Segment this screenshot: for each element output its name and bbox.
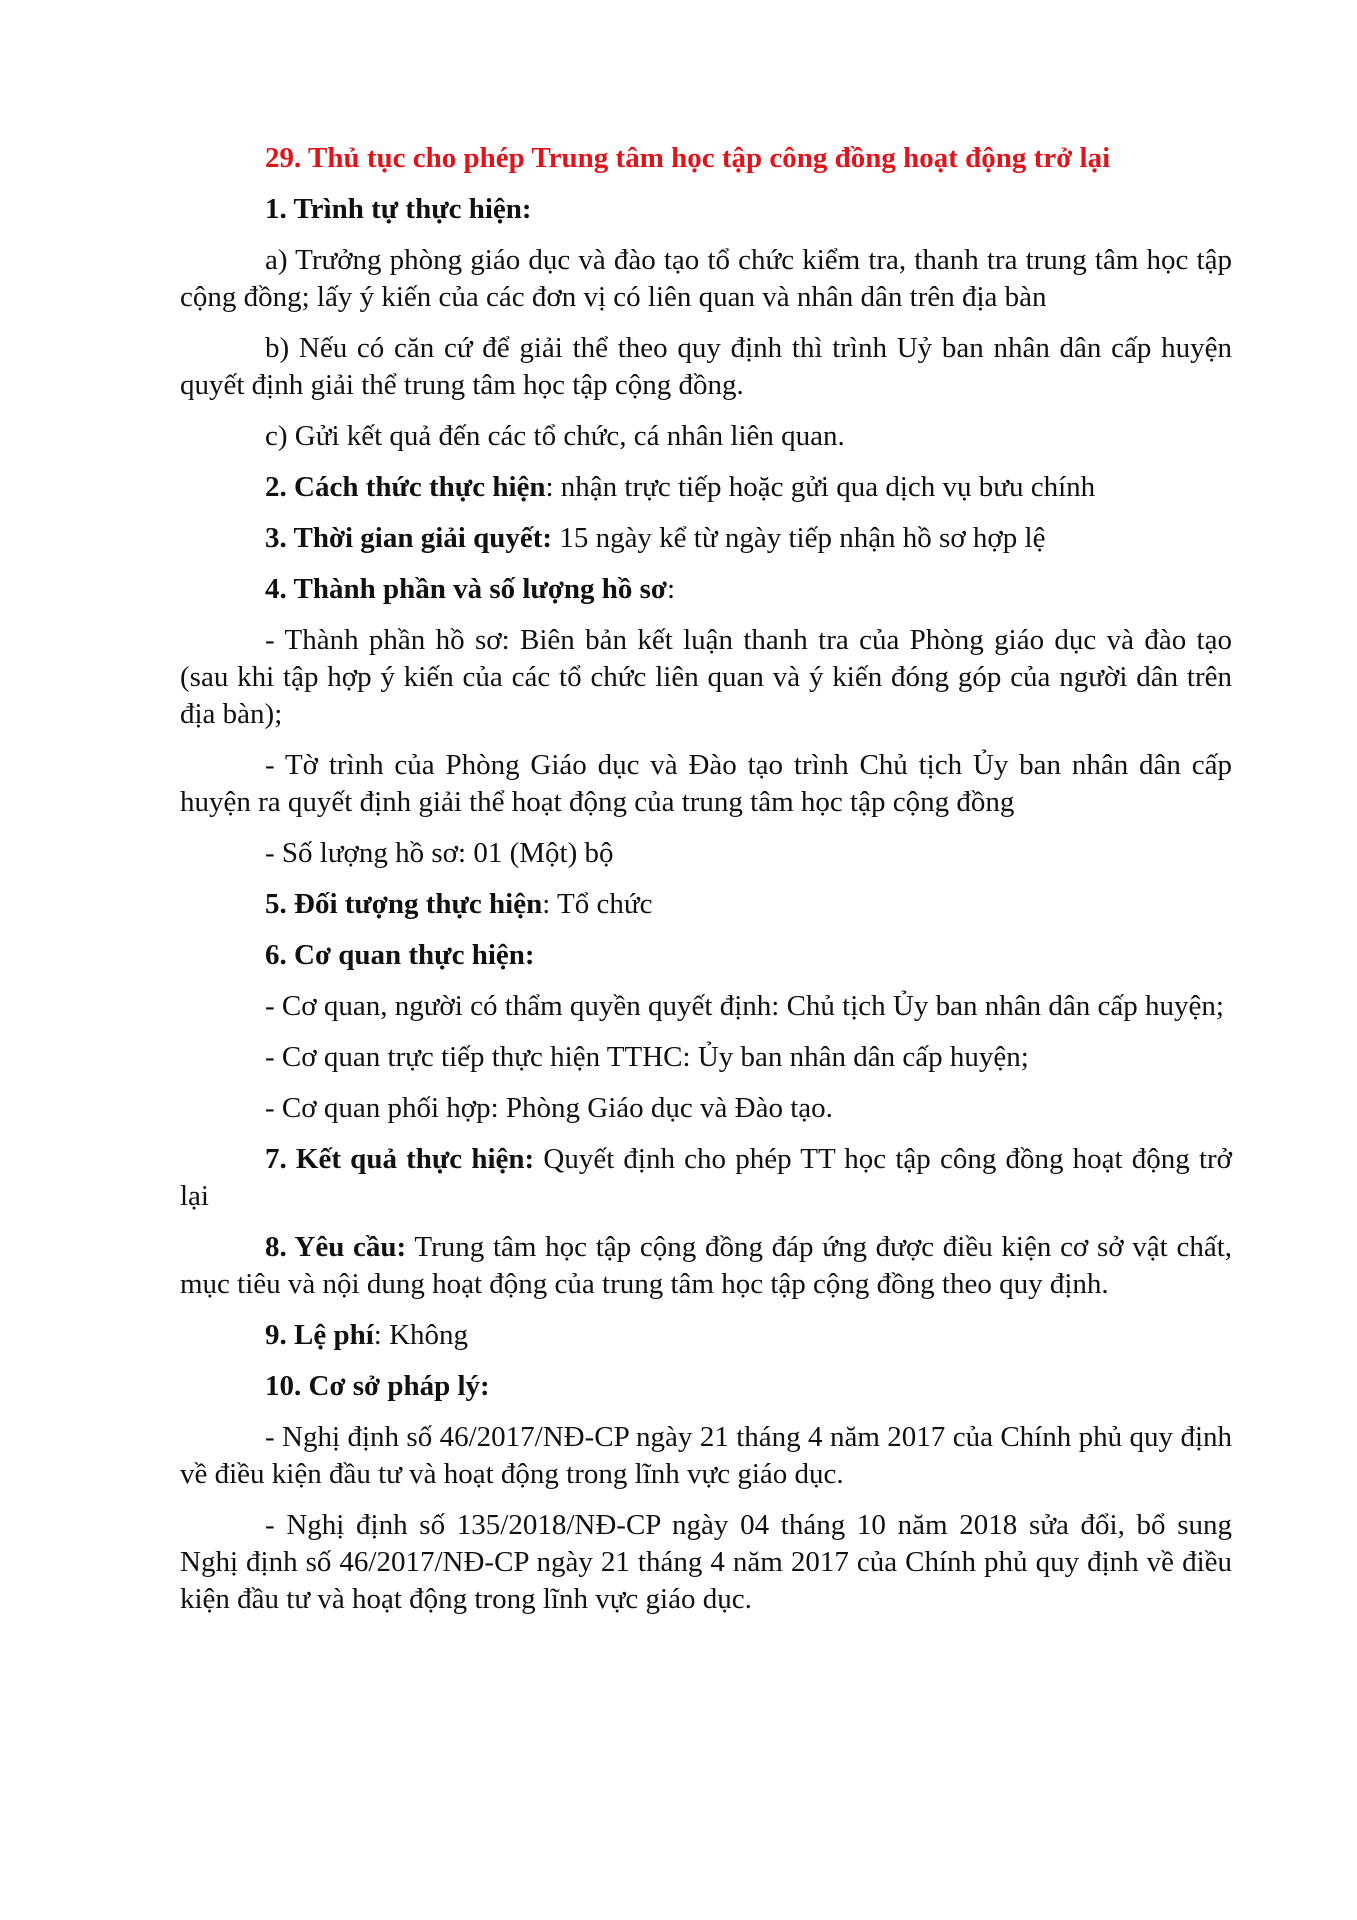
section-1-item-b: b) Nếu có căn cứ để giải thể theo quy định thì trình Uỷ ban nhân dân cấp huyện quyết định giải thể trung tâm học tập cộng đồng. [180, 332, 1232, 401]
section-4-colon: : [667, 573, 676, 605]
section-6-item-1: - Cơ quan, người có thẩm quyền quyết định: Chủ tịch Ủy ban nhân dân cấp huyện; [265, 990, 1224, 1022]
section-7-text: Quyết định cho phép TT học tập công đồng hoạt động trở lại [180, 1143, 1233, 1212]
document-page [180, 140, 1232, 1632]
section-10-item-1: - Nghị định số 46/2017/NĐ-CP ngày 21 tháng 4 năm 2017 của Chính phủ quy định về điều kiện đầu tư và hoạt động trong lĩnh vực giáo dục. [180, 1421, 1232, 1490]
section-6-item-2: - Cơ quan trực tiếp thực hiện TTHC: Ủy ban nhân dân cấp huyện; [265, 1041, 1029, 1073]
section-4-item-1: - Thành phần hồ sơ: Biên bản kết luận thanh tra của Phòng giáo dục và đào tạo (sau khi tập hợp ý kiến của các tổ chức liên quan và ý kiến đóng góp của người dân trên địa bàn); [180, 624, 1232, 730]
section-6-heading [180, 937, 1232, 974]
section-6-label: 6. Cơ quan thực hiện: [265, 939, 535, 971]
section-1-label: 1. Trình tự thực hiện: [265, 193, 532, 225]
section-5-text: : Tổ chức [542, 888, 653, 920]
document-title: 29. Thủ tục cho phép Trung tâm học tập công đồng hoạt động trở lại [265, 142, 1111, 174]
section-10-item-2: - Nghị định số 135/2018/NĐ-CP ngày 04 tháng 10 năm 2018 sửa đổi, bổ sung Nghị định số 46/2017/NĐ-CP ngày 21 tháng 4 năm 2017 của Chính phủ quy định về điều kiện đầu tư và hoạt động trong lĩnh vực giáo dục. [180, 1509, 1232, 1615]
section-1-item-c: c) Gửi kết quả đến các tổ chức, cá nhân liên quan. [265, 420, 845, 452]
section-3 [180, 520, 1232, 557]
section-9-label: 9. Lệ phí [265, 1319, 374, 1351]
section-2-label: 2. Cách thức thực hiện [265, 471, 546, 503]
section-8 [180, 1229, 1232, 1303]
section-7 [180, 1141, 1232, 1215]
section-5 [180, 886, 1232, 923]
section-10-label: 10. Cơ sở pháp lý: [265, 1370, 490, 1402]
section-9 [180, 1317, 1232, 1354]
section-5-label: 5. Đối tượng thực hiện [265, 888, 543, 920]
section-6-item-3: - Cơ quan phối hợp: Phòng Giáo dục và Đào tạo. [265, 1092, 833, 1124]
section-7-label: 7. Kết quả thực hiện: [265, 1143, 535, 1175]
section-2 [180, 469, 1232, 506]
section-2-text: : nhận trực tiếp hoặc gửi qua dịch vụ bưu chính [545, 471, 1096, 503]
section-4-item-3: - Số lượng hồ sơ: 01 (Một) bộ [265, 837, 614, 869]
section-3-label: 3. Thời gian giải quyết: [265, 522, 553, 554]
section-4-label: 4. Thành phần và số lượng hồ sơ [265, 573, 667, 605]
section-8-label: 8. Yêu cầu: [265, 1231, 407, 1263]
section-1-heading [180, 191, 1232, 228]
section-1-item-a: a) Trưởng phòng giáo dục và đào tạo tổ chức kiểm tra, thanh tra trung tâm học tập cộng đồng; lấy ý kiến của các đơn vị có liên quan và nhân dân trên địa bàn [180, 244, 1232, 313]
section-8-text: Trung tâm học tập cộng đồng đáp ứng được điều kiện cơ sở vật chất, mục tiêu và nội dung hoạt động của trung tâm học tập cộng đồng theo quy định. [180, 1231, 1232, 1300]
section-10-heading [180, 1368, 1232, 1405]
section-4-item-2: - Tờ trình của Phòng Giáo dục và Đào tạo trình Chủ tịch Ủy ban nhân dân cấp huyện ra quyết định giải thể hoạt động của trung tâm học tập cộng đồng [180, 749, 1232, 818]
section-3-text: 15 ngày kể từ ngày tiếp nhận hồ sơ hợp lệ [552, 522, 1046, 554]
section-4-heading [180, 571, 1232, 608]
section-9-text: : Không [373, 1319, 469, 1351]
